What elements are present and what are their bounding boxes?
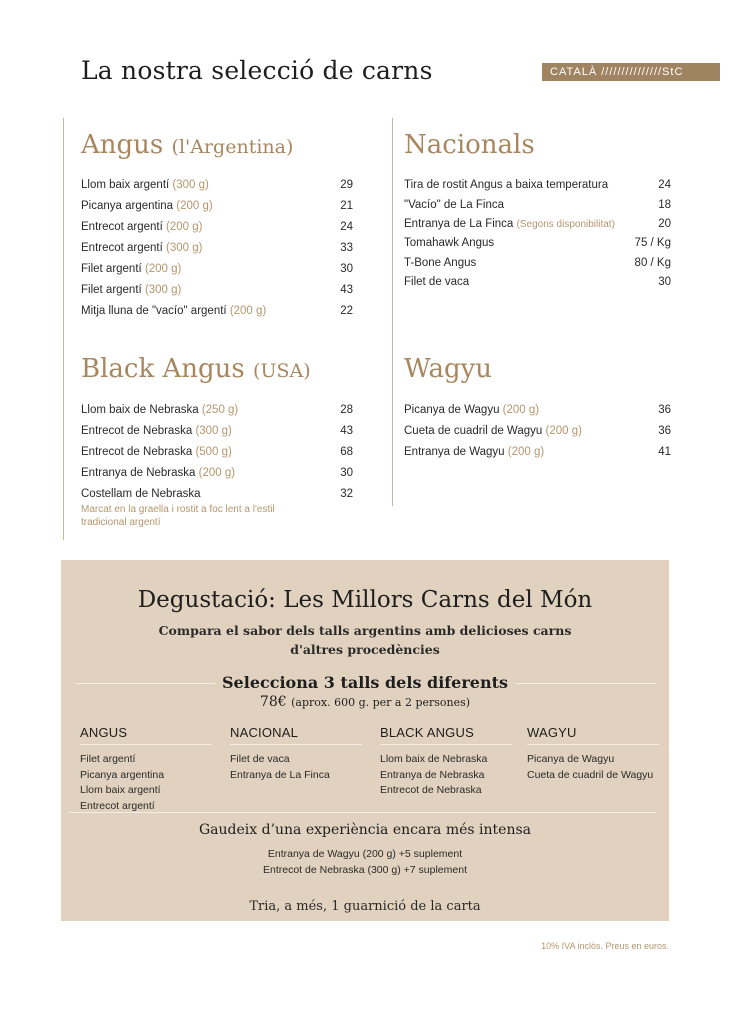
center-divider bbox=[392, 118, 393, 506]
tasting-subtitle: Compara el sabor dels talls argentins amb delicioses carns d'altres procedències bbox=[158, 623, 572, 657]
section-title: Angus (l'Argentina) bbox=[81, 130, 294, 160]
column-heading: BLACK ANGUS bbox=[380, 725, 512, 745]
menu-item: "Vacío" de La Finca bbox=[404, 199, 505, 211]
column-item: Picanya de Wagyu bbox=[527, 753, 615, 765]
menu-item: Mitja lluna de "vacío" argentí (200 g) bbox=[81, 305, 267, 317]
menu-item: Tomahawk Angus bbox=[404, 237, 495, 249]
supplement-item: Entrecot de Nebraska (300 g) +7 suplement bbox=[263, 863, 467, 876]
section-angus bbox=[81, 130, 356, 330]
menu-item: Entrecot argentí (300 g) bbox=[81, 242, 203, 254]
menu-item: Entrecot de Nebraska (500 g) bbox=[81, 446, 232, 458]
tasting-column-nacional bbox=[230, 725, 362, 783]
menu-item: Llom baix argentí (300 g) bbox=[81, 179, 209, 191]
menu-item: Llom baix de Nebraska (250 g) bbox=[81, 404, 239, 416]
item-description: Marcat en la graella i rostit a foc lent a l'estil tradicional argentí bbox=[81, 504, 275, 528]
footer-note: 10% IVA inclòs. Preus en euros. bbox=[541, 941, 669, 951]
menu-item: Filet de vaca bbox=[404, 276, 470, 288]
column-item: Filet de vaca bbox=[230, 753, 290, 765]
menu-item: Cueta de cuadril de Wagyu (200 g) bbox=[404, 425, 582, 437]
tasting-panel bbox=[61, 560, 669, 921]
section-black-angus bbox=[81, 354, 356, 534]
menu-price: 33 bbox=[340, 242, 353, 254]
language-tag[interactable]: CATALÀ ///////////////StC bbox=[542, 63, 720, 81]
menu-item: Filet argentí (200 g) bbox=[81, 263, 182, 275]
menu-item: Picanya argentina (200 g) bbox=[81, 200, 213, 212]
menu-price: 29 bbox=[340, 179, 353, 191]
menu-item: Entranya de La Finca (Segons disponibilitat) bbox=[404, 218, 615, 230]
menu-item: Tira de rostit Angus a baixa temperatura bbox=[404, 179, 609, 191]
menu-price: 75 / Kg bbox=[634, 237, 671, 249]
column-item: Picanya argentina bbox=[80, 768, 165, 781]
menu-price: 21 bbox=[340, 200, 353, 212]
tasting-column-angus bbox=[80, 725, 212, 814]
menu-price: 80 / Kg bbox=[634, 257, 671, 269]
section-title: Nacionals bbox=[404, 130, 535, 160]
menu-price: 68 bbox=[340, 446, 353, 458]
column-item: Entranya de Nebraska bbox=[380, 768, 485, 781]
column-item: Entrecot de Nebraska bbox=[380, 784, 482, 796]
column-heading: WAGYU bbox=[527, 725, 659, 745]
menu-price: 43 bbox=[340, 284, 353, 296]
menu-price: 28 bbox=[340, 404, 353, 416]
tasting-column-black-angus bbox=[380, 725, 512, 799]
menu-item: Entranya de Nebraska (200 g) bbox=[81, 467, 236, 479]
menu-price: 24 bbox=[340, 221, 353, 233]
column-heading: ANGUS bbox=[80, 725, 212, 745]
column-item: Llom baix argentí bbox=[80, 784, 161, 796]
column-item: Llom baix de Nebraska bbox=[380, 753, 488, 765]
section-nacionals bbox=[404, 130, 671, 310]
menu-price: 30 bbox=[340, 263, 353, 275]
menu-item: Picanya de Wagyu (200 g) bbox=[404, 404, 540, 416]
column-item: Cueta de cuadril de Wagyu bbox=[527, 768, 654, 781]
section-title: Black Angus (USA) bbox=[81, 354, 311, 384]
column-item: Filet argentí bbox=[80, 753, 136, 765]
menu-price: 43 bbox=[340, 425, 353, 437]
menu-price: 32 bbox=[340, 488, 353, 500]
menu-item: T-Bone Angus bbox=[404, 257, 477, 269]
left-divider bbox=[63, 118, 64, 540]
menu-price: 41 bbox=[658, 446, 671, 458]
tasting-title: Degustació: Les Millors Carns del Món bbox=[137, 587, 593, 613]
column-heading: NACIONAL bbox=[230, 725, 362, 745]
menu-price: 20 bbox=[658, 218, 671, 230]
section-title: Wagyu bbox=[404, 354, 493, 384]
experience-title: Gaudeix d’una experiència encara més intensa bbox=[198, 822, 531, 838]
garnish-note: Tria, a més, 1 guarnició de la carta bbox=[249, 899, 481, 914]
menu-price: 24 bbox=[658, 179, 671, 191]
selection-label: Selecciona 3 talls dels diferents bbox=[222, 673, 508, 692]
supplement-item: Entranya de Wagyu (200 g) +5 suplement bbox=[267, 848, 463, 860]
page-title: La nostra selecció de carns bbox=[81, 56, 433, 85]
supplements bbox=[61, 847, 669, 878]
column-item: Entranya de La Finca bbox=[230, 768, 330, 781]
tasting-price: 78€ (aprox. 600 g. per a 2 persones) bbox=[259, 694, 471, 710]
menu-price: 36 bbox=[658, 404, 671, 416]
menu-item: Entranya de Wagyu (200 g) bbox=[404, 446, 545, 458]
menu-price: 36 bbox=[658, 425, 671, 437]
divider-line bbox=[69, 812, 657, 813]
menu-item: Entrecot argentí (200 g) bbox=[81, 221, 203, 233]
menu-item: Entrecot de Nebraska (300 g) bbox=[81, 425, 232, 437]
menu-item: Filet argentí (300 g) bbox=[81, 284, 182, 296]
menu-price: 18 bbox=[658, 199, 671, 211]
menu-price: 30 bbox=[658, 276, 671, 288]
section-wagyu bbox=[404, 354, 671, 474]
menu-price: 30 bbox=[340, 467, 353, 479]
column-item: Entrecot argentí bbox=[80, 799, 155, 812]
tasting-column-wagyu bbox=[527, 725, 659, 783]
menu-item: Costellam de Nebraska bbox=[81, 488, 201, 500]
menu-price: 22 bbox=[340, 305, 353, 317]
